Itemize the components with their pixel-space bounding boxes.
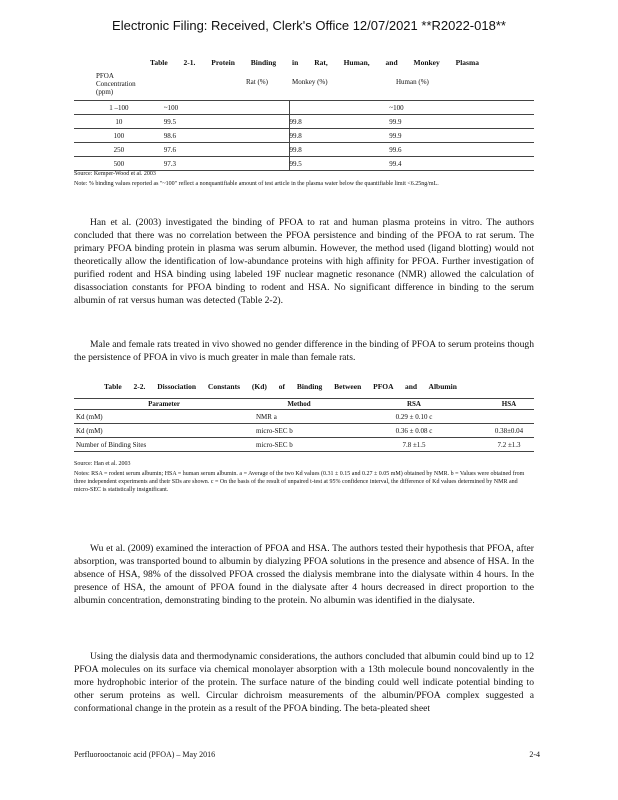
paragraph-han: Han et al. (2003) investigated the binding of PFOA to rat and human plasma proteins in vitro. The authors concluded that there was no correlation between the PFOA persistence and binding of the PFOA to rat serum. The primary PFOA binding protein in plasma was serum albumin. However, the method used (ligand blotting) would not theoretically allow the identification of low-abundance proteins with high affinity for PFOA. Further investigation of purified rodent and HSA binding using labeled 19F nuclear magnetic resonance (NMR) allowed the calculation of disassociation constants for PFOA binding to rodent and HSA. No significant difference in binding to the serum albumin of rat versus human was detected (Table 2-2). [74, 217, 534, 306]
table1-col3: Monkey (%) [292, 78, 328, 86]
paragraph-gender: Male and female rats treated in vivo showed no gender difference in the binding of PFOA to serum proteins though the persistence of PFOA in vivo is much greater in male than female rats. [74, 339, 534, 363]
table2-notes: Notes: RSA = rodent serum albumin; HSA = human serum albumin. a = Average of the two Kd values (0.31 ± 0.15 and 0.27 ± 0.05 mM) obtained by NMR. b = Values were obtained from three independent experiments and their SDs are shown. c = On the basis of the result of unpaired t-test at 95% confidence interval, the difference of Kd values determined by NMR and micro-SEC is statistically insignificant. [74, 471, 525, 493]
table-cell: ~100 [164, 101, 289, 115]
table-cell: micro-SEC b [254, 424, 344, 438]
table-cell: 250 [74, 143, 164, 157]
table-cell: 0.29 ± 0.10 c [344, 410, 484, 424]
table-header-cell: Method [254, 399, 344, 410]
table-cell: 7.2 ±1.3 [484, 438, 534, 452]
table-cell: 100 [74, 129, 164, 143]
table1 [74, 100, 534, 171]
table1-source: Source: Kemper-Wood et al. 2003 [74, 171, 156, 177]
table-cell: 97.3 [164, 157, 289, 171]
table-cell: 97.6 [164, 143, 289, 157]
table-cell [484, 410, 534, 424]
table1-col1: PFOA Concentration (ppm) [96, 72, 136, 96]
table-cell: Number of Binding Sites [74, 438, 254, 452]
paragraph-dialysis: Using the dialysis data and thermodynamic considerations, the authors concluded that albumin could bind up to 12 PFOA molecules on its surface via chemical monolayer absorption with a 13th molecule bound noncovalently in the more hydrophobic interior of the protein. The surface nature of the binding could well indicate potential binding to other serum proteins as well. Circular dichroism measurements of the albumin/PFOA complex suggested a conformational change in the protein as a result of the PFOA binding. The beta-pleated sheet [74, 651, 534, 714]
table-cell: 99.9 [389, 129, 534, 143]
table-cell: 99.8 [289, 115, 389, 129]
table-row [74, 438, 534, 452]
table-header-cell: RSA [344, 399, 484, 410]
table-row [74, 101, 534, 115]
page-number: 2-4 [529, 750, 540, 759]
table-header-cell: Parameter [74, 399, 254, 410]
table-cell: 99.9 [389, 115, 534, 129]
table-cell: 10 [74, 115, 164, 129]
table-cell: 0.36 ± 0.08 c [344, 424, 484, 438]
table-cell: 99.6 [389, 143, 534, 157]
table-cell: Kd (mM) [74, 424, 254, 438]
table-cell: micro-SEC b [254, 438, 344, 452]
table-cell: 99.8 [289, 129, 389, 143]
table-cell: 7.8 ±1.5 [344, 438, 484, 452]
table-cell [289, 101, 389, 115]
table-cell: 0.38±0.04 [484, 424, 534, 438]
table-cell: 99.4 [389, 157, 534, 171]
table-row [74, 157, 534, 171]
table-cell: 1 –100 [74, 101, 164, 115]
filing-header: Electronic Filing: Received, Clerk's Office 12/07/2021 **R2022-018** [112, 18, 506, 33]
table-row [74, 129, 534, 143]
table2-source: Source: Han et al. 2003 [74, 461, 131, 467]
table-row [74, 410, 534, 424]
table1-col2: Rat (%) [246, 78, 268, 86]
table1-col4: Human (%) [396, 78, 429, 86]
table1-caption: Table 2-1. Protein Binding in Rat, Human, and Monkey Plasma [150, 58, 479, 67]
table2-caption: Table 2-2. Dissociation Constants (Kd) of Binding Between PFOA and Albumin [104, 382, 457, 391]
footer-title: Perfluorooctanoic acid (PFOA) – May 2016 [74, 750, 216, 759]
table-cell: ~100 [389, 101, 534, 115]
table-row [74, 143, 534, 157]
table-row [74, 424, 534, 438]
table2 [74, 398, 534, 452]
table-cell: Kd (mM) [74, 410, 254, 424]
table-cell: NMR a [254, 410, 344, 424]
table-cell: 98.6 [164, 129, 289, 143]
table1-note: Note: % binding values reported as "~100" reflect a nonquantifiable amount of test article in the plasma water below the quantifiable limit <6.25ng/mL. [74, 181, 439, 187]
table-cell: 500 [74, 157, 164, 171]
table-cell: 99.8 [289, 143, 389, 157]
paragraph-wu: Wu et al. (2009) examined the interaction of PFOA and HSA. The authors tested their hypothesis that PFOA, after absorption, was transported bound to albumin by dialyzing PFOA solutions in the presence and absence of HSA. In the absence of HSA, 98% of the dissolved PFOA crossed the dialysis membrane into the dialysate within 4 hours. In the presence of HSA, the amount of PFOA found in the dialysate after 4 hours decreased in direct proportion to the albumin concentration, demonstrating binding to the protein. No albumin was identified in the dialysate. [74, 543, 534, 606]
table-cell: 99.5 [164, 115, 289, 129]
table-cell: 99.5 [289, 157, 389, 171]
table-header-cell: HSA [484, 399, 534, 410]
table-row [74, 115, 534, 129]
page-footer [74, 750, 540, 759]
